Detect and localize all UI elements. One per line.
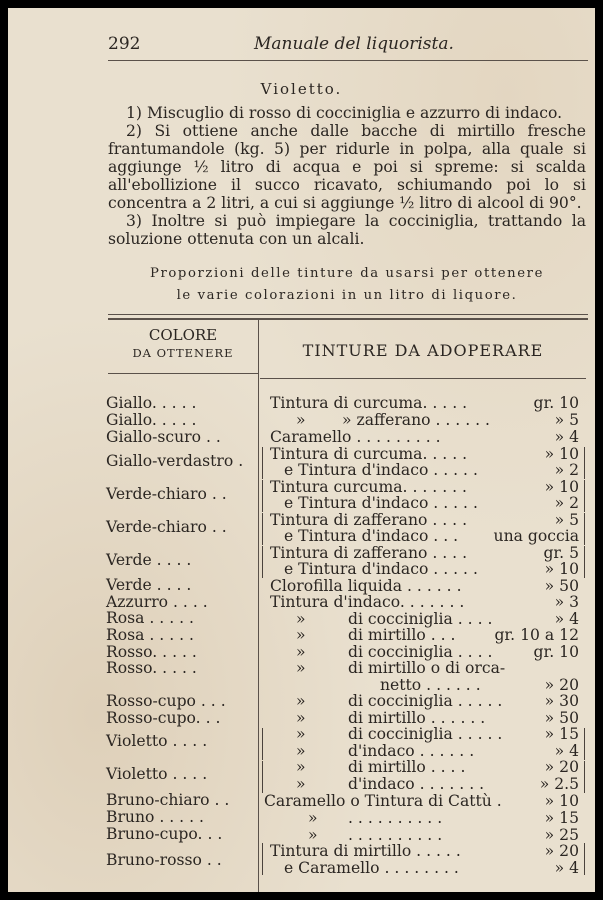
brace-right [584,761,587,793]
amount-cell: » 4 [554,742,579,760]
tincture-cell: di cocciniglia . . . . [348,610,493,628]
brace-right [584,728,587,760]
tincture-cell: Tintura curcuma. . . . . . . [270,478,467,496]
tincture-cell: di mirtillo o di orca- [348,659,506,677]
amount-cell: » 4 [554,859,579,877]
amount-cell: » 10 [544,792,579,810]
tincture-cell: Caramello . . . . . . . . . [270,428,441,446]
color-cell: Verde . . . . [106,576,192,594]
amount-cell: » 4 [554,428,579,446]
header-underline-left [108,373,258,374]
column-header-color-line-2: DA OTTENERE [132,346,234,360]
brace-right [584,480,587,512]
tincture-cell: d'indaco . . . . . . . [348,775,485,793]
amount-cell: gr. 10 a 12 [494,626,579,644]
tincture-cell: » [296,411,306,429]
amount-cell: » 15 [544,809,579,827]
amount-cell: » 10 [544,560,579,578]
tincture-cell: e Tintura d'indaco . . . . . [284,461,478,479]
column-divider [258,320,259,892]
amount-cell: » 15 [544,725,579,743]
brace [262,513,265,545]
color-cell: Violetto . . . . [106,732,208,750]
column-header-tinctures: TINTURE DA ADOPERARE [302,341,544,360]
amount-cell: » 4 [554,610,579,628]
tincture-cell: e Tintura d'indaco . . . [284,527,459,545]
book-page [8,8,595,892]
brace-right [584,546,587,578]
color-cell: Bruno . . . . . [106,808,204,826]
tincture-cell: netto . . . . . . [380,676,481,694]
color-cell: Giallo-verdastro . [106,452,244,470]
brace [262,546,265,578]
tincture-cell: Tintura di curcuma. . . . . [270,445,468,463]
tincture-cell: di mirtillo . . . [348,626,456,644]
amount-cell: » 2.5 [539,775,579,793]
amount-cell: » 5 [554,511,579,529]
tincture-cell: di cocciniglia . . . . . [348,692,503,710]
brace [262,843,265,875]
ditto-mark: » [296,775,306,793]
brace-right [584,513,587,545]
color-cell: Rosso-cupo . . . [106,692,226,710]
tincture-cell: » zafferano . . . . . . [342,411,490,429]
ditto-mark: » [296,626,306,644]
tincture-cell: . . . . . . . . . . [348,826,443,844]
amount-cell: » 20 [544,758,579,776]
ditto-mark: » [296,659,306,677]
ditto-mark: » [296,709,306,727]
color-cell: Rosa . . . . . [106,626,194,644]
header-underline-right [260,378,586,379]
paragraph-2: 2) Si ottiene anche dalle bacche di mirtillo fresche frantumandole (kg. 5) per ridurle in polpa, alla quale si aggiunge ½ litro di acqua e poi si spreme: si scalda all'ebollizione il succo ricavato, schiumando poi lo si concentra a 2 litri, a cui si aggiunge ½ litro di alcool di 90°. [108,122,586,212]
tincture-cell: e Tintura d'indaco . . . . . [284,560,478,578]
color-cell: Verde-chiaro . . [106,485,227,503]
amount-cell: » 30 [544,692,579,710]
tincture-cell: Tintura d'indaco. . . . . . . [270,593,465,611]
amount-cell: » 50 [544,709,579,727]
tincture-cell: Clorofilla liquida . . . . . . [270,577,462,595]
color-cell: Verde-chiaro . . [106,518,227,536]
tincture-cell: . . . . . . . . . . [348,809,443,827]
brace [262,761,265,793]
ditto-mark: » [296,610,306,628]
section-title: Violetto. [260,80,343,98]
tincture-cell: Caramello o Tintura di Cattù . [264,792,502,810]
color-cell: Giallo. . . . . [106,411,197,429]
tincture-cell: Tintura di curcuma. . . . . [270,394,468,412]
brace [262,447,265,479]
ditto-mark: » [296,742,306,760]
color-cell: Rosso-cupo. . . [106,709,221,727]
amount-cell: » 20 [544,676,579,694]
color-cell: Rosso. . . . . [106,659,197,677]
running-title: Manuale del liquorista. [254,34,454,54]
brace-right [584,843,587,875]
brace-right [584,447,587,479]
tincture-cell: Tintura di zafferano . . . . [270,544,468,562]
ditto-mark: » [308,826,318,844]
tincture-cell: di mirtillo . . . . . . [348,709,486,727]
tincture-cell: di cocciniglia . . . . [348,643,493,661]
paragraph-1: 1) Miscuglio di rosso di cocciniglia e azzurro di indaco. [126,104,563,122]
tincture-cell: Tintura di mirtillo . . . . . [270,842,461,860]
color-cell: Giallo. . . . . [106,394,197,412]
tincture-cell: e Tintura d'indaco . . . . . [284,494,478,512]
color-cell: Bruno-cupo. . . [106,825,223,843]
tincture-cell: di mirtillo . . . . [348,758,466,776]
color-cell: Azzurro . . . . [106,593,208,611]
tincture-cell: Tintura di zafferano . . . . [270,511,468,529]
ditto-mark: » [296,692,306,710]
table-top-rule [108,314,588,315]
ditto-mark: » [296,758,306,776]
ditto-mark: » [308,809,318,827]
tincture-cell: di cocciniglia . . . . . [348,725,503,743]
column-header-color-line-1: COLORE [148,326,218,344]
amount-cell: » 10 [544,478,579,496]
amount-cell: » 25 [544,826,579,844]
ditto-mark: » [296,725,306,743]
amount-cell: una goccia [493,527,579,545]
amount-cell: » 10 [544,445,579,463]
ditto-mark: » [296,643,306,661]
amount-cell: gr. 10 [533,394,579,412]
amount-cell: gr. 5 [543,544,579,562]
tincture-cell: e Caramello . . . . . . . . [284,859,459,877]
table-caption-line-2: le varie colorazioni in un litro di liquore. [176,288,518,303]
header-rule [108,60,588,61]
brace [262,728,265,760]
color-cell: Rosa . . . . . [106,609,194,627]
color-cell: Bruno-rosso . . [106,851,222,869]
color-cell: Verde . . . . [106,551,192,569]
table-top-rule-double [108,318,588,320]
amount-cell: gr. 10 [533,643,579,661]
amount-cell: » 50 [544,577,579,595]
amount-cell: » 5 [554,411,579,429]
color-cell: Giallo-scuro . . [106,428,221,446]
amount-cell: » 2 [554,461,579,479]
amount-cell: » 20 [544,842,579,860]
page-number: 292 [108,34,141,54]
color-cell: Rosso. . . . . [106,643,197,661]
color-cell: Bruno-chiaro . . [106,791,230,809]
column-header-color [108,326,258,362]
table-caption-line-1: Proporzioni delle tinture da usarsi per ottenere [150,266,544,281]
brace [262,480,265,512]
color-cell: Violetto . . . . [106,765,208,783]
amount-cell: » 3 [554,593,579,611]
tincture-cell: d'indaco . . . . . . [348,742,475,760]
paragraph-3: 3) Inoltre si può impiegare la cocciniglia, trattando la soluzione ottenuta con un alcali. [108,212,586,248]
amount-cell: » 2 [554,494,579,512]
